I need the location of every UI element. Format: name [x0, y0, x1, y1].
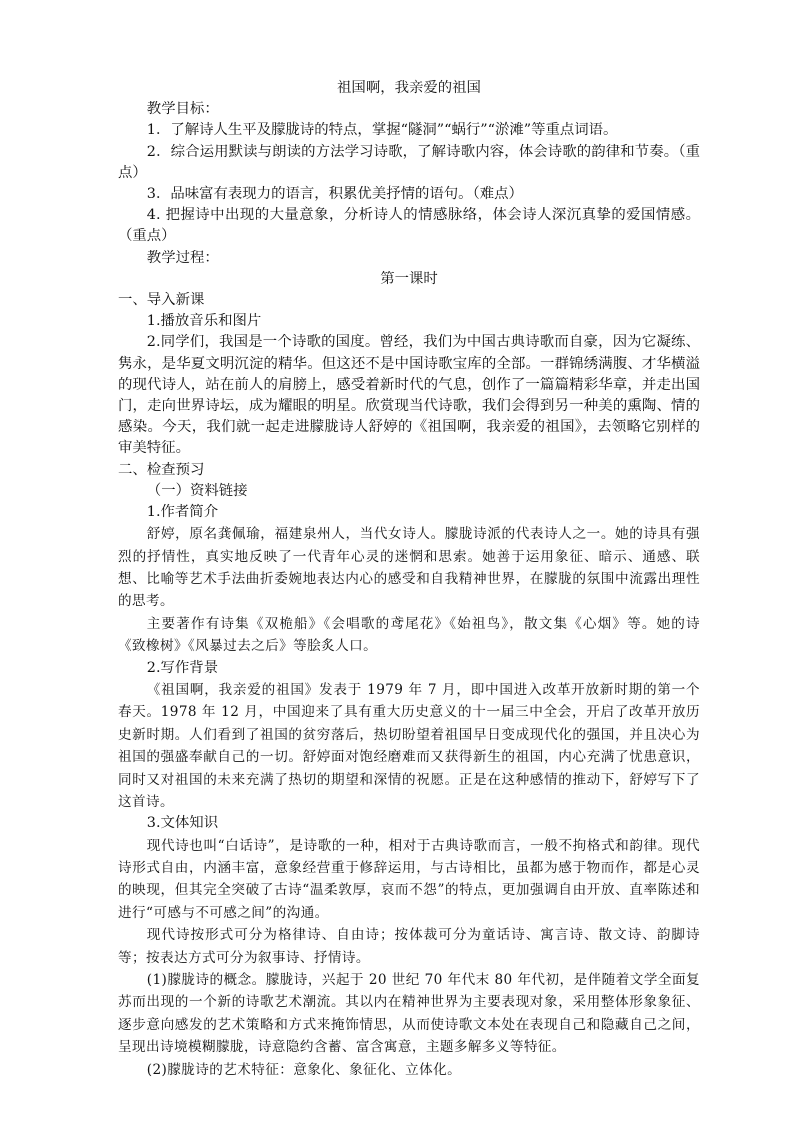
goal-item-3: 3．品味富有表现力的语言，积累优美抒情的语句。（难点） [146, 186, 523, 203]
sub1-heading: （一）资料链接 [146, 482, 248, 499]
genre-paragraph-4: (2)朦胧诗的艺术特征：意象化、象征化、立体化。 [146, 1061, 462, 1078]
section1-item2: 2.同学们，我国是一个诗歌的国度。曾经，我们为中国古典诗歌而自豪，因为它凝练、隽永，是华夏文明沉淀的精华。但这还不是中国诗歌宝库的全部。一群锦绣满腹、才华横溢的现代诗人，站在前人的肩膀上，感受着新时代的气息，创作了一篇篇精彩华章，并走出国门，走向世界诗坛，成为耀眼的明星。欣赏现当代诗歌，我们会得到另一种美的熏陶、情的感染。今天，我们就一起走进朦胧诗人舒婷的《祖国啊，我亲爱的祖国》，去领略它别样的审美特征。 [118, 334, 700, 457]
section1-heading: 一、导入新课 [118, 292, 205, 309]
goal-item-2: 2．综合运用默读与朗读的方法学习诗歌，了解诗歌内容，体会诗歌的韵律和节奏。（重点） [118, 143, 700, 181]
process-heading: 教学过程： [146, 249, 219, 266]
genre-heading: 3.文体知识 [146, 815, 219, 832]
section1-item1: 1.播放音乐和图片 [146, 313, 262, 330]
genre-paragraph-3: (1)朦胧诗的概念。朦胧诗，兴起于 20 世纪 70 年代末 80 年代初，是伴随着文学全面复苏而出现的一个新的诗歌艺术潮流。其以内在精神世界为主要表现对象，采用整体形象象征、逐步意向感发的艺术策略和方式来掩饰情思，从而使诗歌文本处在表现自己和隐藏自己之间，呈现出诗境模糊朦胧，诗意隐约含蓄、富含寓意，主题多解多义等特征。 [118, 971, 700, 1056]
section2-heading: 二、检查预习 [118, 461, 205, 478]
background-heading: 2.写作背景 [146, 659, 219, 676]
author-paragraph-2: 主要著作有诗集《双桅船》《会唱歌的鸢尾花》《始祖鸟》，散文集《心烟》等。她的诗《致橡树》《风暴过去之后》等脍炙人口。 [118, 615, 700, 655]
goal-item-4: 4. 把握诗中出现的大量意象，分析诗人的情感脉络，体会诗人深沉真挚的爱国情感。（重点） [118, 207, 700, 245]
lesson-title: 第一课时 [380, 270, 438, 287]
background-paragraph: 《祖国啊，我亲爱的祖国》发表于 1979 年 7 月，即中国进入改革开放新时期的第一个春天。1978 年 12 月，中国迎来了具有重大历史意义的十一届三中全会，开启了改革开放历史新时期。人们看到了祖国的贫穷落后，热切盼望着祖国早日变成现代化的强国，并且决心为祖国的强盛奉献自己的一切。舒婷面对饱经磨难而又获得新生的祖国，内心充满了忧患意识，同时又对祖国的未来充满了热切的期望和深情的祝愿。正是在这种感情的推动下，舒婷写下了这首诗。 [118, 681, 700, 810]
document-title: 祖国啊，我亲爱的祖国 [337, 80, 481, 96]
author-heading: 1.作者简介 [146, 504, 219, 521]
author-paragraph-1: 舒婷，原名龚佩瑜，福建泉州人，当代女诗人。朦胧诗派的代表诗人之一。她的诗具有强烈的抒情性，真实地反映了一代青年心灵的迷惘和思索。她善于运用象征、暗示、通感、联想、比喻等艺术手法曲折委婉地表达内心的感受和自我精神世界，在朦胧的氛围中流露出理性的思考。 [118, 526, 700, 610]
goals-heading: 教学目标： [146, 101, 219, 118]
genre-paragraph-1: 现代诗也叫“白话诗”，是诗歌的一种，相对于古典诗歌而言，一般不拘格式和韵律。现代诗形式自由，内涵丰富，意象经营重于修辞运用，与古诗相比，虽都为感于物而作，都是心灵的映现，但其完全突破了古诗“温柔敦厚，哀而不怨”的特点，更加强调自由开放、直率陈述和进行“可感与不可感之间”的沟通。 [118, 837, 700, 921]
goal-item-1: 1．了解诗人生平及朦胧诗的特点，掌握“隧洞”“蜗行”“淤滩”等重点词语。 [146, 122, 618, 139]
genre-paragraph-2: 现代诗按形式可分为格律诗、自由诗；按体裁可分为童话诗、寓言诗、散文诗、韵脚诗等；按表达方式可分为叙事诗、抒情诗。 [118, 927, 700, 966]
document-body [118, 78, 700, 1081]
